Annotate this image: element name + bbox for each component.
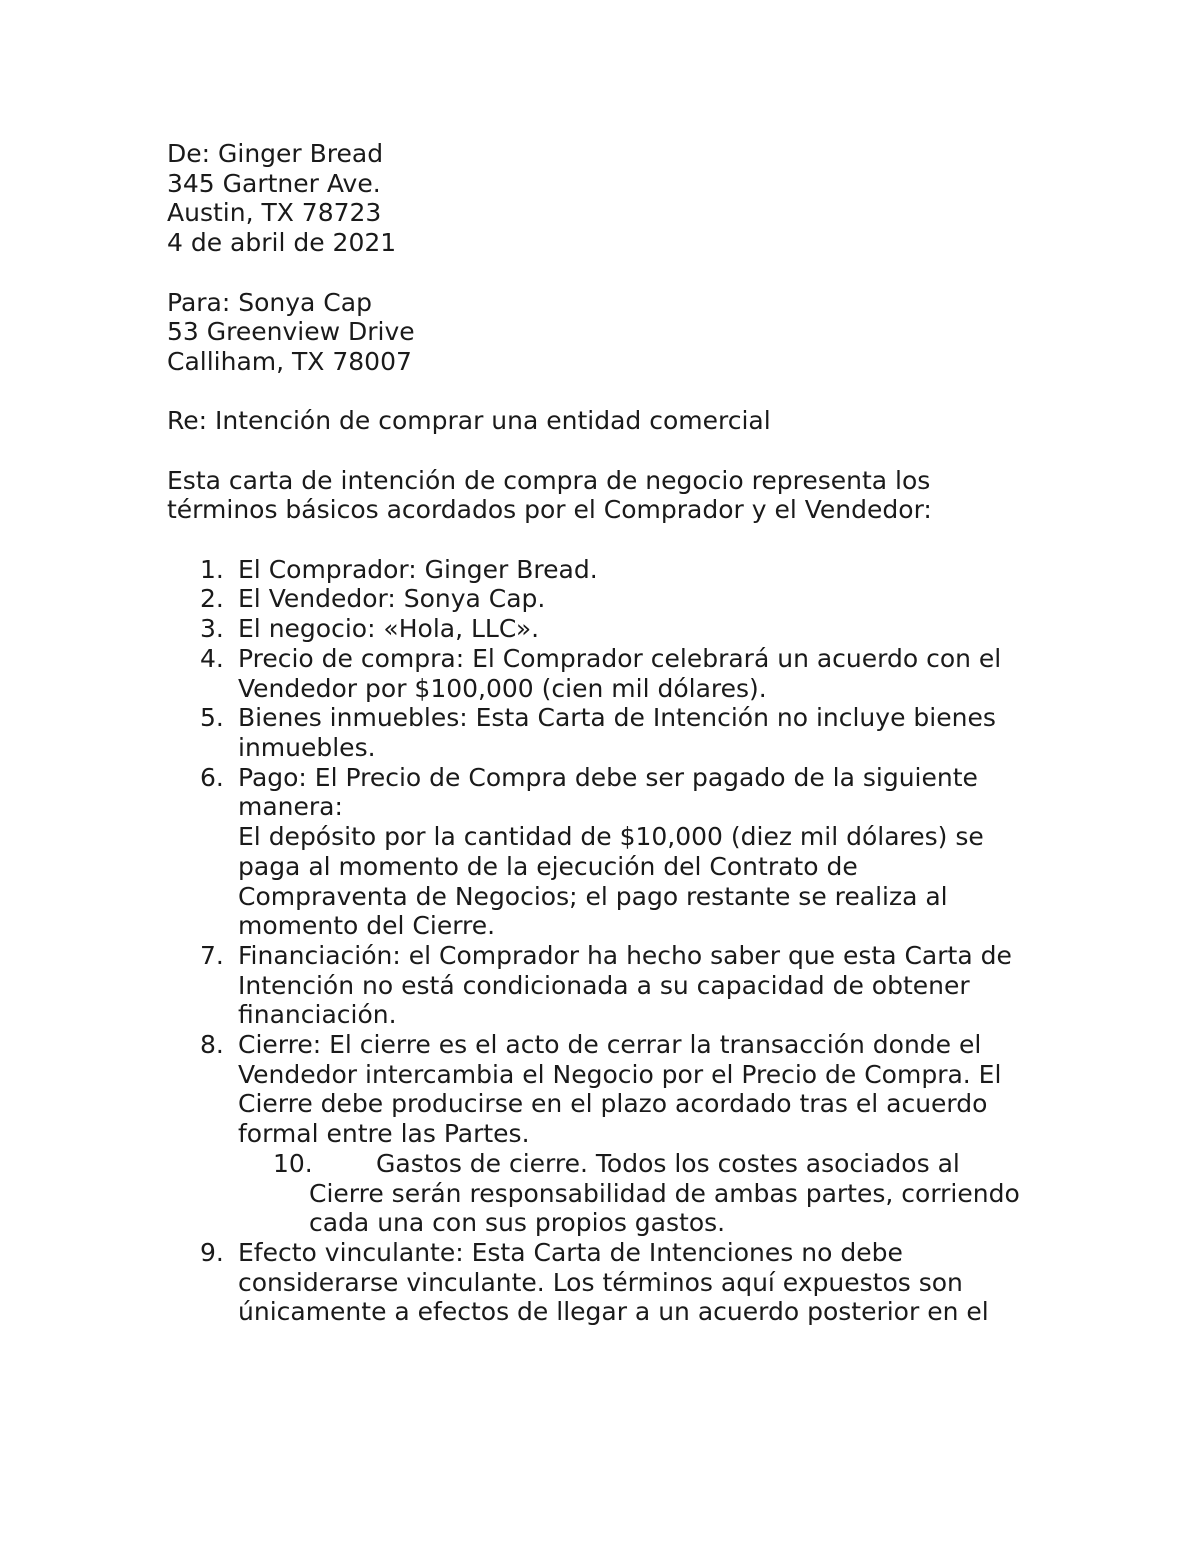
nested-list-item [167,1149,1067,1238]
item-line: formal entre las Partes. [238,1119,530,1149]
item-line: manera: [238,792,343,822]
item-number: 2. [200,584,224,614]
recipient-street: 53 Greenview Drive [167,317,415,347]
subject-line: Re: Intención de comprar una entidad comercial [167,406,771,436]
spacer [167,258,1067,288]
item-line: Cierre: El cierre es el acto de cerrar la transacción donde el [238,1030,982,1060]
intro-paragraph [167,466,1067,525]
item-number: 10. [273,1148,313,1178]
item-line: considerarse vinculante. Los términos aquí expuestos son [238,1267,963,1297]
item-line: Financiación: el Comprador ha hecho saber que esta Carta de [238,940,1012,970]
item-text [238,763,1067,941]
item-text [238,584,1067,614]
list-item [167,1030,1067,1149]
list-item [167,644,1067,703]
spacer [167,436,1067,466]
item-line: financiación. [238,1000,397,1030]
spacer [167,525,1067,555]
item-number: 6. [200,762,224,792]
item-text [238,1238,1067,1327]
sender-street: 345 Gartner Ave. [167,168,381,198]
item-line: únicamente a efectos de llegar a un acuerdo posterior en el [238,1297,989,1327]
item-text [309,1149,1067,1238]
list-item [167,763,1067,941]
item-line: El negocio: «Hola, LLC». [238,614,540,644]
item-line: Compraventa de Negocios; el pago restante se realiza al [238,881,948,911]
item-number: 7. [200,940,224,970]
intro-line: términos básicos acordados por el Comprador y el Vendedor: [167,495,932,525]
item-line: Cierre serán responsabilidad de ambas partes, corriendo [309,1178,1020,1208]
item-number: 5. [200,703,224,733]
recipient-block [167,288,1067,377]
recipient-name: Para: Sonya Cap [167,287,372,317]
item-text [238,941,1067,1030]
list-item [167,614,1067,644]
item-text [238,644,1067,703]
item-number: 1. [200,554,224,584]
item-line: momento del Cierre. [238,911,496,941]
list-item [167,1238,1067,1327]
sender-block [167,139,1067,258]
item-number: 9. [200,1237,224,1267]
item-line: inmuebles. [238,733,376,762]
item-number: 4. [200,643,224,673]
list-item [167,555,1067,585]
sender-city: Austin, TX 78723 [167,198,382,228]
item-line: Intención no está condicionada a su capacidad de obtener [238,970,970,1000]
terms-list [167,555,1067,1327]
list-item [167,703,1067,762]
list-item [167,941,1067,1030]
letter-date: 4 de abril de 2021 [167,228,397,258]
item-number: 3. [200,614,224,644]
item-line: El Comprador: Ginger Bread. [238,554,598,584]
item-line: El depósito por la cantidad de $10,000 (diez mil dólares) se [238,822,984,852]
item-line: Efecto vinculante: Esta Carta de Intenciones no debe [238,1237,903,1267]
recipient-city: Calliham, TX 78007 [167,346,412,376]
item-line: Pago: El Precio de Compra debe ser pagado de la siguiente [238,762,978,792]
item-text [238,1030,1067,1149]
item-line: Gastos de cierre. Todos los costes asociados al [376,1148,960,1178]
item-text [238,555,1067,585]
spacer [167,377,1067,407]
item-line: paga al momento de la ejecución del Contrato de [238,851,858,881]
item-line: Cierre debe producirse en el plazo acordado tras el acuerdo [238,1089,988,1119]
item-text [238,614,1067,644]
item-line: Precio de compra: El Comprador celebrará un acuerdo con el [238,643,1002,673]
item-text [238,703,1067,762]
list-item [167,584,1067,614]
item-line: Bienes inmuebles: Esta Carta de Intención no incluye bienes [238,703,996,733]
intro-line: Esta carta de intención de compra de negocio representa los [167,465,931,495]
item-line: Vendedor por $100,000 (cien mil dólares). [238,673,767,703]
sender-name: De: Ginger Bread [167,139,384,168]
item-line: cada una con sus propios gastos. [309,1208,726,1238]
item-line: Vendedor intercambia el Negocio por el Precio de Compra. El [238,1059,1002,1089]
item-number: 8. [200,1030,224,1060]
letter-page [167,139,1067,1327]
item-line: El Vendedor: Sonya Cap. [238,584,546,614]
